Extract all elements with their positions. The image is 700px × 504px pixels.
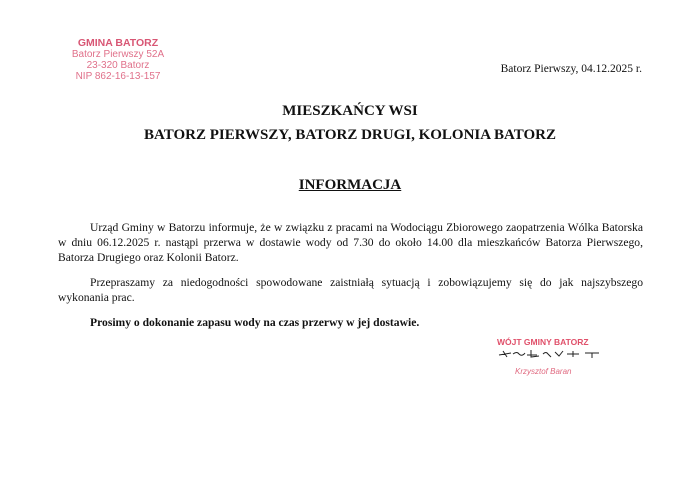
signature-block: [497, 337, 627, 376]
handwritten-signature: [497, 348, 617, 360]
stamp-name: GMINA BATORZ: [77, 37, 159, 49]
stamp-nip: NIP 862-16-13-157: [75, 71, 161, 82]
signature-name: Krzysztof Baran: [515, 367, 572, 376]
paragraph-notice: Urząd Gminy w Batorzu informuje, że w związku z pracami na Wodociągu Zbiorowego zaopatrzenia Wólka Batorska w dniu 06.12.2025 r. nastąpi przerwa w dostawie wody od 7.30 do około 14.00 dla mieszkańców Batorza Pierwszego, Batorza Drugiego oraz Kolonii Batorz.: [58, 221, 643, 264]
paragraph-request: Prosimy o dokonanie zapasu wody na czas przerwy w jej dostawie.: [90, 316, 420, 329]
heading-recipients: MIESZKAŃCY WSI: [282, 103, 418, 119]
municipality-stamp: [58, 38, 178, 82]
heading-villages: BATORZ PIERWSZY, BATORZ DRUGI, KOLONIA BATORZ: [144, 127, 556, 143]
stamp-postal: 23-320 Batorz: [86, 60, 150, 71]
signature-title: WÓJT GMINY BATORZ: [497, 337, 589, 347]
document-body: [58, 220, 643, 340]
document-date: Batorz Pierwszy, 04.12.2025 r.: [500, 63, 642, 75]
document-title: INFORMACJA: [298, 177, 402, 193]
paragraph-apology: Przepraszamy za niedogodności spowodowane zaistniałą sytuacją i zobowiązujemy się do jak najszybszego wykonania prac.: [58, 276, 643, 304]
stamp-address: Batorz Pierwszy 52A: [71, 49, 165, 60]
